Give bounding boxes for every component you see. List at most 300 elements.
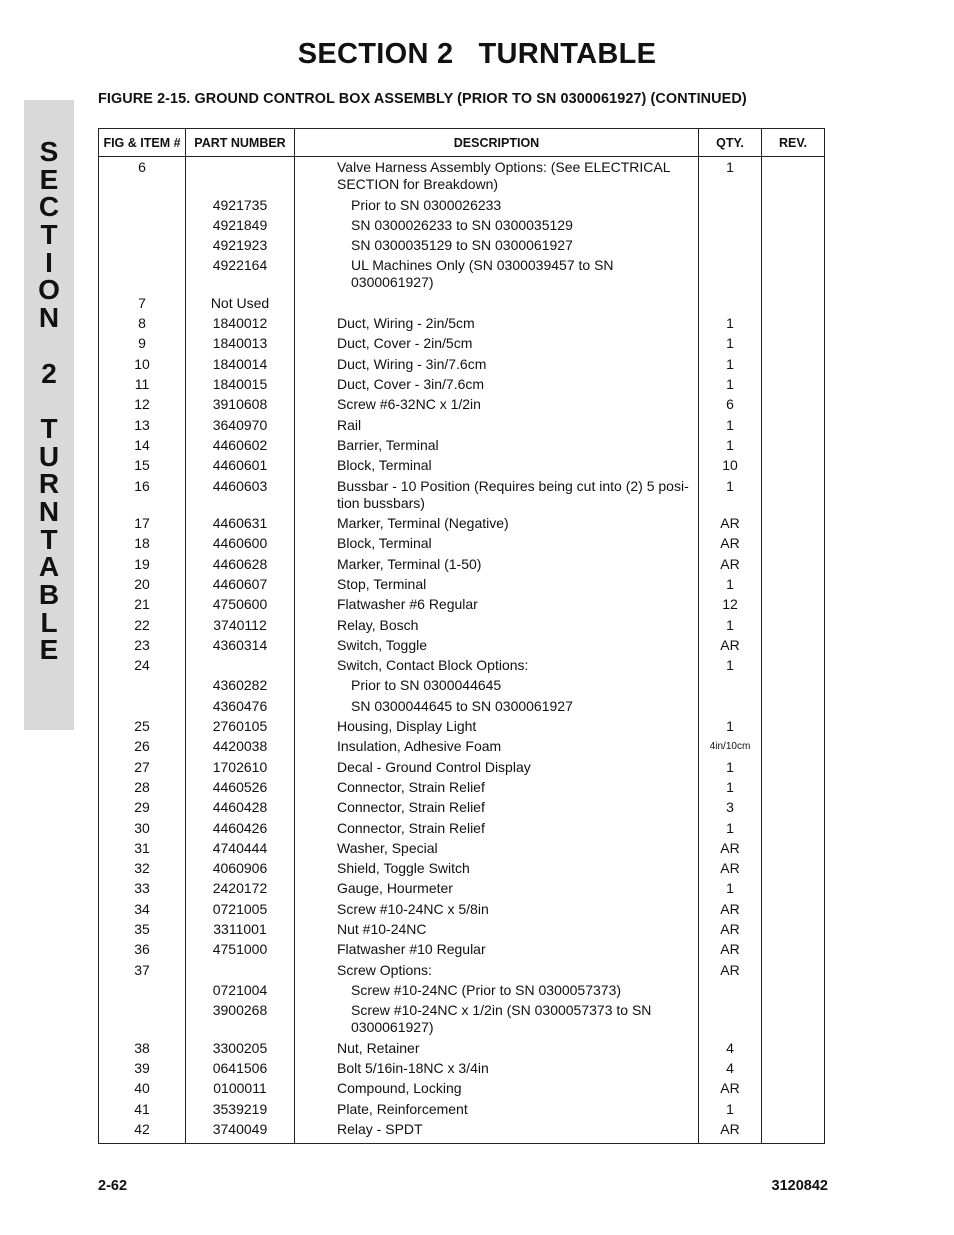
- cell-qty: [699, 257, 762, 295]
- cell-part-number: 4460607: [186, 576, 295, 596]
- cell-rev: [762, 376, 825, 396]
- table-row: [99, 335, 825, 355]
- cell-description: Nut #10-24NC: [295, 921, 699, 941]
- cell-rev: [762, 237, 825, 257]
- cell-item-number: 40: [99, 1080, 186, 1100]
- cell-description: Shield, Toggle Switch: [295, 860, 699, 880]
- col-header-rev: REV.: [762, 129, 825, 157]
- cell-qty: 1: [699, 1101, 762, 1121]
- cell-description: Duct, Cover - 2in/5cm: [295, 335, 699, 355]
- cell-part-number: 1840015: [186, 376, 295, 396]
- table-row: [99, 315, 825, 335]
- cell-description: Relay, Bosch: [295, 617, 699, 637]
- table-row: [99, 478, 825, 516]
- cell-qty: [699, 982, 762, 1002]
- cell-part-number: 4751000: [186, 941, 295, 961]
- cell-description: Duct, Cover - 3in/7.6cm: [295, 376, 699, 396]
- cell-item-number: 38: [99, 1040, 186, 1060]
- cell-description: Block, Terminal: [295, 457, 699, 477]
- cell-rev: [762, 417, 825, 437]
- cell-qty: 1: [699, 417, 762, 437]
- table-row: [99, 417, 825, 437]
- table-row: [99, 295, 825, 315]
- cell-item-number: 27: [99, 759, 186, 779]
- table-row: [99, 1060, 825, 1080]
- table-row: [99, 556, 825, 576]
- side-tab-letter: L: [40, 606, 58, 638]
- cell-description: Switch, Contact Block Options:: [295, 657, 699, 677]
- parts-table: [98, 128, 825, 1144]
- table-row: [99, 1040, 825, 1060]
- cell-qty: 12: [699, 596, 762, 616]
- cell-description: Screw #10-24NC x 1/2in (SN 0300057373 to SN 0300061927): [295, 1002, 699, 1040]
- side-tab: [24, 100, 74, 730]
- cell-item-number: 35: [99, 921, 186, 941]
- cell-description: Connector, Strain Relief: [295, 779, 699, 799]
- cell-part-number: 2420172: [186, 880, 295, 900]
- side-tab-letter: I: [45, 246, 53, 278]
- cell-item-number: [99, 677, 186, 697]
- cell-rev: [762, 820, 825, 840]
- table-row: [99, 820, 825, 840]
- cell-description: SN 0300044645 to SN 0300061927: [295, 698, 699, 718]
- cell-item-number: 7: [99, 295, 186, 315]
- cell-item-number: [99, 197, 186, 217]
- cell-part-number: 0641506: [186, 1060, 295, 1080]
- cell-qty: 1: [699, 576, 762, 596]
- side-tab-letter: T: [40, 219, 58, 251]
- cell-rev: [762, 217, 825, 237]
- cell-qty: 1: [699, 657, 762, 677]
- cell-description: Flatwasher #10 Regular: [295, 941, 699, 961]
- cell-rev: [762, 698, 825, 718]
- cell-part-number: 4420038: [186, 738, 295, 758]
- cell-description: Switch, Toggle: [295, 637, 699, 657]
- cell-item-number: 20: [99, 576, 186, 596]
- cell-qty: 1: [699, 779, 762, 799]
- document-number: 3120842: [771, 1178, 828, 1194]
- cell-rev: [762, 356, 825, 376]
- cell-description: Marker, Terminal (1-50): [295, 556, 699, 576]
- cell-description: SN 0300035129 to SN 0300061927: [295, 237, 699, 257]
- cell-description: Stop, Terminal: [295, 576, 699, 596]
- side-tab-letter: A: [38, 551, 60, 583]
- cell-description: Decal - Ground Control Display: [295, 759, 699, 779]
- cell-description: Plate, Reinforcement: [295, 1101, 699, 1121]
- cell-qty: 4: [699, 1040, 762, 1060]
- side-tab-letter: S: [39, 136, 59, 167]
- cell-item-number: [99, 257, 186, 295]
- cell-item-number: 37: [99, 962, 186, 982]
- table-row: [99, 1080, 825, 1100]
- cell-qty: [699, 217, 762, 237]
- cell-description: Bolt 5/16in-18NC x 3/4in: [295, 1060, 699, 1080]
- table-row: [99, 157, 825, 197]
- cell-part-number: 0721005: [186, 901, 295, 921]
- cell-rev: [762, 1080, 825, 1100]
- cell-part-number: 4922164: [186, 257, 295, 295]
- cell-rev: [762, 759, 825, 779]
- cell-rev: [762, 478, 825, 516]
- cell-part-number: 4921923: [186, 237, 295, 257]
- cell-rev: [762, 535, 825, 555]
- table-row: [99, 657, 825, 677]
- cell-qty: 1: [699, 376, 762, 396]
- cell-qty: [699, 677, 762, 697]
- cell-part-number: 4750600: [186, 596, 295, 616]
- cell-rev: [762, 157, 825, 197]
- cell-description: SN 0300026233 to SN 0300035129: [295, 217, 699, 237]
- cell-description: Washer, Special: [295, 840, 699, 860]
- cell-rev: [762, 921, 825, 941]
- cell-part-number: 3900268: [186, 1002, 295, 1040]
- cell-description: Connector, Strain Relief: [295, 799, 699, 819]
- cell-part-number: 4460628: [186, 556, 295, 576]
- cell-qty: AR: [699, 921, 762, 941]
- cell-qty: [699, 1002, 762, 1040]
- cell-description: Relay - SPDT: [295, 1121, 699, 1144]
- cell-rev: [762, 779, 825, 799]
- cell-rev: [762, 677, 825, 697]
- table-row: [99, 376, 825, 396]
- cell-item-number: 19: [99, 556, 186, 576]
- cell-qty: 1: [699, 335, 762, 355]
- cell-item-number: 23: [99, 637, 186, 657]
- cell-qty: 1: [699, 759, 762, 779]
- cell-part-number: [186, 157, 295, 197]
- cell-rev: [762, 197, 825, 217]
- cell-qty: 4: [699, 1060, 762, 1080]
- col-header-part-number: PART NUMBER: [186, 129, 295, 157]
- cell-description: Screw Options:: [295, 962, 699, 982]
- cell-description: Screw #10-24NC x 5/8in: [295, 901, 699, 921]
- cell-qty: [699, 295, 762, 315]
- cell-part-number: 4460603: [186, 478, 295, 516]
- cell-description: Compound, Locking: [295, 1080, 699, 1100]
- cell-qty: 1: [699, 478, 762, 516]
- cell-item-number: 25: [99, 718, 186, 738]
- side-tab-letter: T: [40, 412, 58, 444]
- cell-item-number: 18: [99, 535, 186, 555]
- page-number: 2-62: [98, 1178, 128, 1194]
- cell-item-number: 13: [99, 417, 186, 437]
- cell-qty: 1: [699, 315, 762, 335]
- cell-rev: [762, 1002, 825, 1040]
- table-header-row: [99, 129, 825, 157]
- table-row: [99, 799, 825, 819]
- cell-item-number: 42: [99, 1121, 186, 1144]
- cell-description: Marker, Terminal (Negative): [295, 515, 699, 535]
- table-row: [99, 941, 825, 961]
- cell-part-number: 4460526: [186, 779, 295, 799]
- cell-qty: AR: [699, 962, 762, 982]
- cell-rev: [762, 596, 825, 616]
- cell-rev: [762, 1040, 825, 1060]
- cell-description: Screw #10-24NC (Prior to SN 0300057373): [295, 982, 699, 1002]
- cell-rev: [762, 556, 825, 576]
- side-tab-letter: 2: [41, 357, 57, 389]
- cell-part-number: [186, 962, 295, 982]
- cell-description: Barrier, Terminal: [295, 437, 699, 457]
- cell-item-number: 32: [99, 860, 186, 880]
- cell-part-number: 4060906: [186, 860, 295, 880]
- cell-part-number: 3311001: [186, 921, 295, 941]
- table-row: [99, 257, 825, 295]
- cell-description: Housing, Display Light: [295, 718, 699, 738]
- cell-description: Bussbar - 10 Position (Requires being cut into (2) 5 posi-tion bussbars): [295, 478, 699, 516]
- cell-qty: AR: [699, 901, 762, 921]
- side-tab-letter: N: [38, 495, 60, 527]
- cell-part-number: 1840013: [186, 335, 295, 355]
- table-row: [99, 982, 825, 1002]
- table-row: [99, 921, 825, 941]
- side-tab-letter: O: [38, 274, 60, 306]
- cell-item-number: 12: [99, 396, 186, 416]
- cell-rev: [762, 738, 825, 758]
- cell-item-number: 11: [99, 376, 186, 396]
- cell-item-number: 10: [99, 356, 186, 376]
- side-tab-letter: T: [40, 523, 58, 555]
- cell-rev: [762, 880, 825, 900]
- table-row: [99, 698, 825, 718]
- cell-part-number: 3300205: [186, 1040, 295, 1060]
- cell-rev: [762, 962, 825, 982]
- cell-qty: AR: [699, 556, 762, 576]
- table-row: [99, 576, 825, 596]
- cell-item-number: 39: [99, 1060, 186, 1080]
- cell-qty: AR: [699, 840, 762, 860]
- cell-rev: [762, 295, 825, 315]
- cell-item-number: 21: [99, 596, 186, 616]
- cell-item-number: 28: [99, 779, 186, 799]
- cell-qty: 1: [699, 157, 762, 197]
- table-row: [99, 617, 825, 637]
- cell-rev: [762, 576, 825, 596]
- cell-rev: [762, 799, 825, 819]
- cell-rev: [762, 257, 825, 295]
- cell-item-number: [99, 217, 186, 237]
- cell-item-number: [99, 698, 186, 718]
- cell-item-number: 9: [99, 335, 186, 355]
- cell-rev: [762, 1101, 825, 1121]
- col-header-description: DESCRIPTION: [295, 129, 699, 157]
- cell-description: Rail: [295, 417, 699, 437]
- cell-part-number: 4460602: [186, 437, 295, 457]
- table-row: [99, 738, 825, 758]
- cell-part-number: 4460601: [186, 457, 295, 477]
- table-row: [99, 637, 825, 657]
- cell-description: Block, Terminal: [295, 535, 699, 555]
- cell-qty: 1: [699, 437, 762, 457]
- cell-rev: [762, 657, 825, 677]
- cell-part-number: [186, 657, 295, 677]
- cell-part-number: 4921735: [186, 197, 295, 217]
- cell-item-number: 30: [99, 820, 186, 840]
- cell-rev: [762, 718, 825, 738]
- table-row: [99, 217, 825, 237]
- cell-item-number: 31: [99, 840, 186, 860]
- cell-item-number: 22: [99, 617, 186, 637]
- cell-rev: [762, 515, 825, 535]
- cell-qty: [699, 237, 762, 257]
- side-tab-letter: U: [38, 440, 60, 472]
- table-row: [99, 840, 825, 860]
- cell-part-number: 4360282: [186, 677, 295, 697]
- table-row: [99, 197, 825, 217]
- cell-rev: [762, 335, 825, 355]
- cell-item-number: 26: [99, 738, 186, 758]
- table-row: [99, 515, 825, 535]
- table-row: [99, 596, 825, 616]
- side-tab-letter: [24, 387, 74, 415]
- cell-qty: AR: [699, 1121, 762, 1144]
- cell-rev: [762, 396, 825, 416]
- cell-rev: [762, 617, 825, 637]
- cell-rev: [762, 901, 825, 921]
- cell-item-number: 14: [99, 437, 186, 457]
- cell-qty: 1: [699, 356, 762, 376]
- cell-description: Prior to SN 0300044645: [295, 677, 699, 697]
- cell-item-number: [99, 1002, 186, 1040]
- cell-rev: [762, 1121, 825, 1144]
- side-tab-letter: N: [38, 302, 60, 334]
- table-row: [99, 901, 825, 921]
- table-row: [99, 759, 825, 779]
- cell-rev: [762, 637, 825, 657]
- cell-item-number: 29: [99, 799, 186, 819]
- cell-item-number: 8: [99, 315, 186, 335]
- cell-description: Nut, Retainer: [295, 1040, 699, 1060]
- cell-part-number: Not Used: [186, 295, 295, 315]
- cell-part-number: 4740444: [186, 840, 295, 860]
- cell-qty: AR: [699, 860, 762, 880]
- cell-description: Connector, Strain Relief: [295, 820, 699, 840]
- table-row: [99, 457, 825, 477]
- cell-item-number: [99, 982, 186, 1002]
- cell-part-number: 3910608: [186, 396, 295, 416]
- table-row: [99, 677, 825, 697]
- cell-rev: [762, 860, 825, 880]
- table-row: [99, 1121, 825, 1144]
- cell-part-number: 3740049: [186, 1121, 295, 1144]
- cell-item-number: 17: [99, 515, 186, 535]
- cell-part-number: 4360476: [186, 698, 295, 718]
- cell-qty: 1: [699, 718, 762, 738]
- cell-item-number: 41: [99, 1101, 186, 1121]
- figure-title: FIGURE 2-15. GROUND CONTROL BOX ASSEMBLY (PRIOR TO SN 0300061927) (CONTINUED): [98, 91, 747, 107]
- side-tab-letter: R: [38, 468, 60, 500]
- side-tab-letter: B: [38, 579, 60, 610]
- cell-description: Duct, Wiring - 3in/7.6cm: [295, 356, 699, 376]
- cell-part-number: 1702610: [186, 759, 295, 779]
- cell-part-number: 1840012: [186, 315, 295, 335]
- section-title: SECTION 2 TURNTABLE: [297, 38, 657, 70]
- cell-rev: [762, 315, 825, 335]
- cell-description: Valve Harness Assembly Options: (See ELECTRICAL SECTION for Breakdown): [295, 157, 699, 197]
- cell-qty: 4in/10cm: [699, 738, 762, 758]
- side-tab-letter: E: [39, 634, 59, 666]
- table-row: [99, 962, 825, 982]
- col-header-qty: QTY.: [699, 129, 762, 157]
- cell-qty: [699, 197, 762, 217]
- cell-part-number: 4360314: [186, 637, 295, 657]
- table-row: [99, 779, 825, 799]
- cell-description: Duct, Wiring - 2in/5cm: [295, 315, 699, 335]
- table-row: [99, 718, 825, 738]
- cell-rev: [762, 437, 825, 457]
- cell-description: Gauge, Hourmeter: [295, 880, 699, 900]
- cell-item-number: 36: [99, 941, 186, 961]
- cell-item-number: 24: [99, 657, 186, 677]
- cell-qty: AR: [699, 941, 762, 961]
- cell-description: Prior to SN 0300026233: [295, 197, 699, 217]
- cell-qty: [699, 698, 762, 718]
- table-row: [99, 535, 825, 555]
- cell-part-number: 0100011: [186, 1080, 295, 1100]
- cell-item-number: 16: [99, 478, 186, 516]
- cell-part-number: 4460631: [186, 515, 295, 535]
- cell-part-number: 2760105: [186, 718, 295, 738]
- cell-qty: 1: [699, 880, 762, 900]
- cell-description: UL Machines Only (SN 0300039457 to SN 0300061927): [295, 257, 699, 295]
- cell-description: Insulation, Adhesive Foam: [295, 738, 699, 758]
- table-row: [99, 880, 825, 900]
- side-tab-letter: [24, 332, 74, 360]
- table-row: [99, 1101, 825, 1121]
- cell-part-number: 4460428: [186, 799, 295, 819]
- col-header-item: FIG & ITEM #: [99, 129, 186, 157]
- cell-qty: AR: [699, 515, 762, 535]
- cell-part-number: 3740112: [186, 617, 295, 637]
- cell-part-number: 4921849: [186, 217, 295, 237]
- table-row: [99, 437, 825, 457]
- table-row: [99, 237, 825, 257]
- cell-part-number: 3539219: [186, 1101, 295, 1121]
- cell-qty: 1: [699, 617, 762, 637]
- cell-part-number: 4460600: [186, 535, 295, 555]
- cell-rev: [762, 1060, 825, 1080]
- cell-description: Flatwasher #6 Regular: [295, 596, 699, 616]
- cell-qty: 6: [699, 396, 762, 416]
- cell-part-number: 4460426: [186, 820, 295, 840]
- side-tab-letter: C: [38, 191, 60, 223]
- cell-item-number: 15: [99, 457, 186, 477]
- cell-description: Screw #6-32NC x 1/2in: [295, 396, 699, 416]
- table-row: [99, 860, 825, 880]
- side-tab-letters: [24, 138, 74, 664]
- cell-description: [295, 295, 699, 315]
- cell-qty: 3: [699, 799, 762, 819]
- cell-part-number: 1840014: [186, 356, 295, 376]
- cell-item-number: 6: [99, 157, 186, 197]
- side-tab-letter: E: [39, 163, 59, 195]
- cell-qty: AR: [699, 1080, 762, 1100]
- cell-item-number: 34: [99, 901, 186, 921]
- table-row: [99, 1002, 825, 1040]
- cell-part-number: 3640970: [186, 417, 295, 437]
- cell-qty: 10: [699, 457, 762, 477]
- table-row: [99, 396, 825, 416]
- parts-table-body: [99, 157, 825, 1144]
- cell-rev: [762, 840, 825, 860]
- cell-rev: [762, 982, 825, 1002]
- table-row: [99, 356, 825, 376]
- cell-qty: 1: [699, 820, 762, 840]
- cell-rev: [762, 941, 825, 961]
- cell-item-number: [99, 237, 186, 257]
- cell-qty: AR: [699, 637, 762, 657]
- cell-rev: [762, 457, 825, 477]
